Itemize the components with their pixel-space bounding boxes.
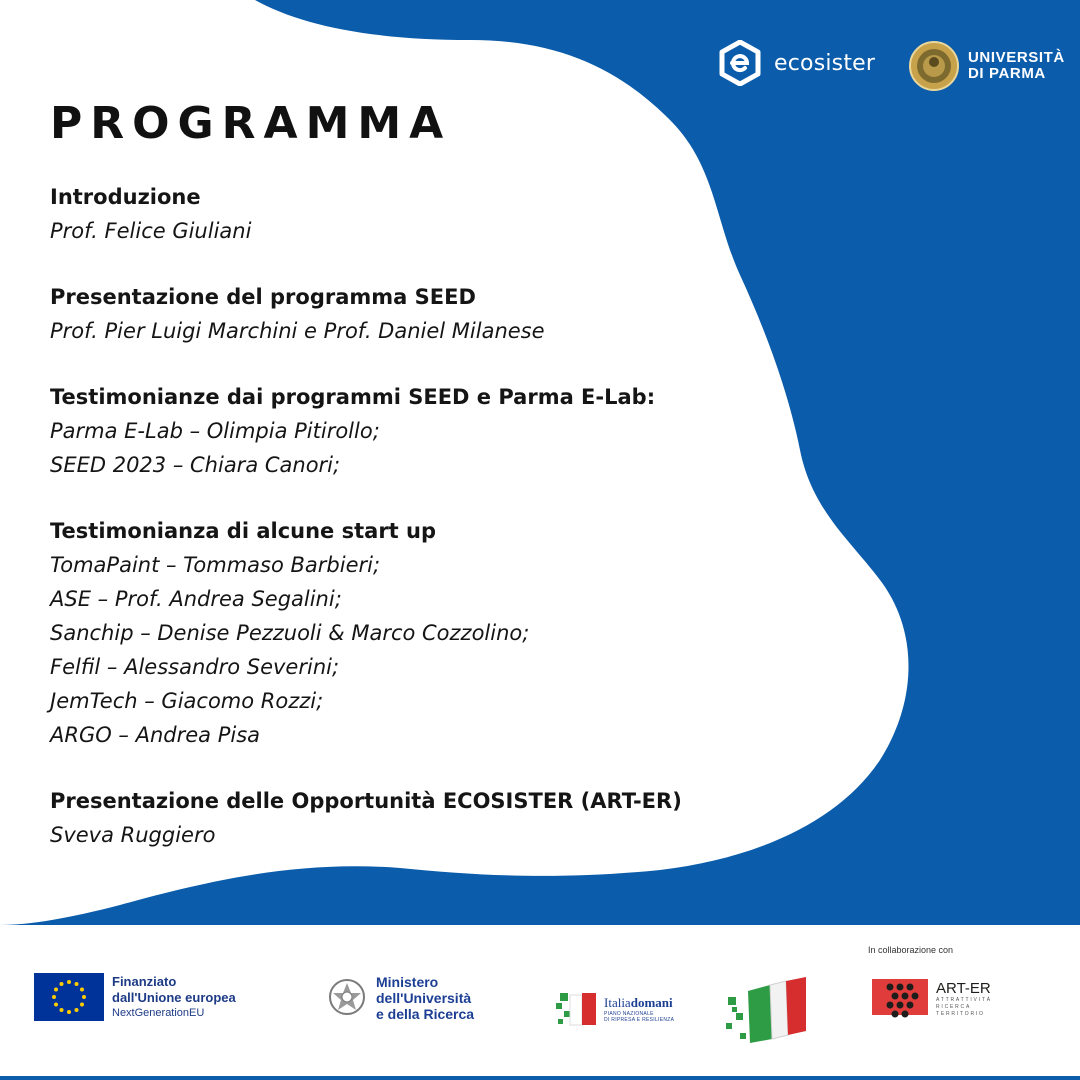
art-er-name: ART-ER <box>936 980 991 997</box>
speaker-line: ASE – Prof. Andrea Segalini; <box>50 587 342 611</box>
italiadomani-flag-icon <box>556 991 600 1027</box>
speaker-line: TomaPaint – Tommaso Barbieri; <box>50 553 381 577</box>
ministry-logo <box>326 973 474 1023</box>
program-section <box>50 784 770 852</box>
art-er-sub1: ATTRATTIVITÀ <box>936 997 992 1003</box>
speaker-line: JemTech – Giacomo Rozzi; <box>50 689 324 713</box>
ecosister-logo <box>718 40 875 86</box>
section-heading: Introduzione <box>50 185 201 209</box>
ministry-line1: Ministero <box>376 974 439 990</box>
ecosister-icon <box>718 40 762 86</box>
footer-bar <box>0 1076 1080 1080</box>
speaker-line: Parma E-Lab – Olimpia Pitirollo; <box>50 419 380 443</box>
art-er-icon <box>872 975 932 1023</box>
speaker-line: Sanchip – Denise Pezzuoli & Marco Cozzolino; <box>50 621 530 645</box>
art-er-sub3: TERRITORIO <box>936 1011 985 1017</box>
speaker-line: SEED 2023 – Chiara Canori; <box>50 453 341 477</box>
speaker-line: Prof. Felice Giuliani <box>50 219 252 243</box>
italian-emblem-icon <box>326 973 368 1023</box>
eu-flag-icon <box>34 973 104 1021</box>
collaboration-label: In collaborazione con <box>868 945 954 955</box>
section-heading: Testimonianze dai programmi SEED e Parma E-Lab: <box>50 385 656 409</box>
program-section <box>50 380 770 482</box>
speaker-line: Prof. Pier Luigi Marchini e Prof. Daniel Milanese <box>50 319 545 343</box>
section-heading: Presentazione delle Opportunità ECOSISTER (ART-ER) <box>50 789 682 813</box>
art-er-logo <box>872 975 992 1023</box>
university-of-parma-logo <box>908 40 1065 92</box>
program-section <box>50 180 770 248</box>
italiadomani-subtitle2: DI RIPRESA E RESILIENZA <box>604 1017 675 1023</box>
section-heading: Testimonianza di alcune start up <box>50 519 437 543</box>
university-name-line2: DI PARMA <box>968 65 1046 82</box>
eu-text-line3: NextGenerationEU <box>112 1006 205 1019</box>
italiadomani-name-a: Italia <box>604 995 631 1010</box>
ministry-line3: e della Ricerca <box>376 1006 475 1022</box>
footer-logos <box>0 925 1080 1080</box>
pnrr-flag-icon <box>726 977 808 1045</box>
ecosister-name: ecosister <box>774 50 876 76</box>
eu-text-line1: Finanziato <box>112 973 177 989</box>
university-name-line1: UNIVERSITÀ <box>968 49 1065 66</box>
speaker-line: Felfil – Alessandro Severini; <box>50 655 340 679</box>
eu-funding-logo <box>34 973 236 1021</box>
italiadomani-logo <box>556 991 674 1027</box>
speaker-line: Sveva Ruggiero <box>50 823 216 847</box>
program-section <box>50 514 770 752</box>
italiadomani-subtitle1: PIANO NAZIONALE <box>604 1011 654 1017</box>
eu-text-line2: dall'Unione europea <box>112 989 236 1005</box>
program-list <box>50 180 770 884</box>
art-er-sub2: RICERCA <box>936 1004 972 1010</box>
university-seal-icon <box>908 40 960 92</box>
speaker-line: ARGO – Andrea Pisa <box>50 723 261 747</box>
page-title: PROGRAMMA <box>50 98 452 149</box>
ministry-line2: dell'Università <box>376 990 472 1006</box>
section-heading: Presentazione del programma SEED <box>50 285 476 309</box>
program-section <box>50 280 770 348</box>
italiadomani-name-b: domani <box>630 995 673 1010</box>
